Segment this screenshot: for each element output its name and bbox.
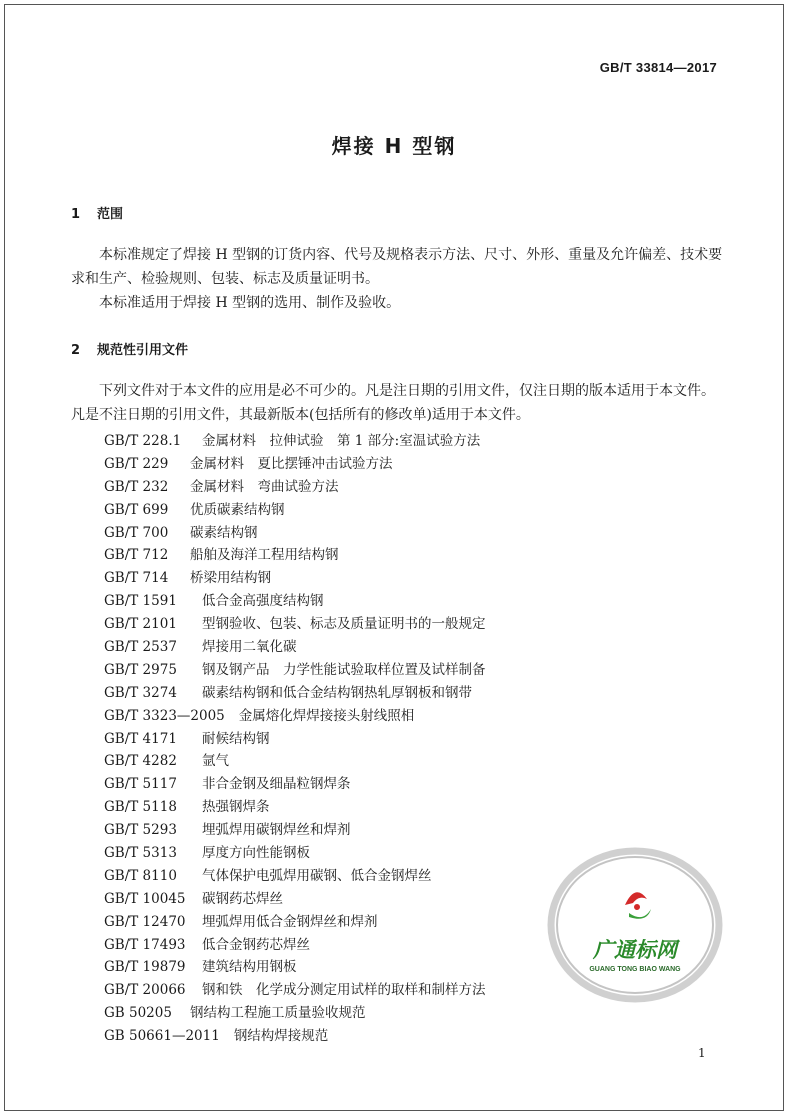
reference-title: 碳钢药芯焊丝 <box>202 890 283 907</box>
reference-code: GB/T 12470 <box>104 913 186 930</box>
reference-title: 厚度方向性能钢板 <box>202 845 310 862</box>
section-2-title: 规范性引用文件 <box>97 343 189 358</box>
reference-item <box>104 522 486 545</box>
reference-item <box>104 911 486 934</box>
reference-item <box>104 430 486 453</box>
reference-item <box>104 544 486 567</box>
reference-item <box>104 728 486 751</box>
reference-title: 钢结构工程施工质量验收规范 <box>190 1005 366 1022</box>
reference-code: GB/T 4171 <box>104 730 177 747</box>
reference-title: 金属材料 弯曲试验方法 <box>190 478 339 495</box>
reference-item <box>104 934 486 957</box>
reference-item <box>104 1025 486 1048</box>
reference-code: GB 50205 <box>104 1005 172 1022</box>
reference-item <box>104 659 486 682</box>
reference-title: 型钢验收、包装、标志及质量证明书的一般规定 <box>202 616 486 633</box>
reference-title: 钢和铁 化学成分测定用试样的取样和制样方法 <box>202 982 486 999</box>
document-title: 焊接 H 型钢 <box>331 134 457 158</box>
reference-code: GB/T 2101 <box>104 616 177 633</box>
reference-item <box>104 613 486 636</box>
reference-code: GB/T 228.1 <box>104 433 182 449</box>
reference-list <box>104 430 486 1048</box>
reference-title: 焊接用二氧化碳 <box>202 639 297 656</box>
reference-code: GB/T 8110 <box>104 867 177 884</box>
reference-code: GB/T 1591 <box>104 593 177 610</box>
reference-item <box>104 567 486 590</box>
reference-item <box>104 773 486 796</box>
reference-title: 金属材料 夏比摆锤冲击试验方法 <box>190 455 393 472</box>
reference-item <box>104 819 486 842</box>
reference-item <box>104 636 486 659</box>
reference-title: 金属材料 拉伸试验 第 1 部分:室温试验方法 <box>202 433 481 449</box>
section-2-heading <box>71 339 188 358</box>
reference-item <box>104 590 486 613</box>
reference-code: GB/T 2975 <box>104 661 177 678</box>
reference-title: 低合金钢药芯焊丝 <box>202 936 310 953</box>
reference-title: 优质碳素结构钢 <box>190 501 285 518</box>
reference-title: 热强钢焊条 <box>202 799 270 816</box>
reference-code: GB/T 699 <box>104 501 169 518</box>
reference-item <box>104 499 486 522</box>
reference-title: 金属熔化焊焊接接头射线照相 <box>238 707 415 724</box>
standard-code: GB/T 33814—2017 <box>599 60 717 75</box>
reference-code: GB/T 3274 <box>104 684 177 701</box>
reference-code: GB/T 10045 <box>104 890 186 907</box>
reference-title: 建筑结构用钢板 <box>202 959 297 976</box>
reference-title: 碳素结构钢和低合金结构钢热轧厚钢板和钢带 <box>202 684 472 701</box>
reference-code: GB/T 5293 <box>104 822 177 839</box>
reference-item <box>104 979 486 1002</box>
section-1-paragraph-1: 本标准规定了焊接 H 型钢的订货内容、代号及规格表示方法、尺寸、外形、重量及允许偏差、技术要求和生产、检验规则、包装、标志及质量证明书。 <box>71 247 723 287</box>
reference-item <box>104 453 486 476</box>
reference-code: GB/T 19879 <box>104 959 186 976</box>
reference-title: 非合金钢及细晶粒钢焊条 <box>202 776 351 793</box>
section-1-title: 范围 <box>97 207 124 222</box>
section-2-number: 2 <box>71 343 81 358</box>
seal-ring <box>551 851 719 999</box>
reference-title: 气体保护电弧焊用碳钢、低合金钢焊丝 <box>202 867 432 884</box>
reference-title: 船舶及海洋工程用结构钢 <box>190 547 339 564</box>
reference-code: GB/T 5117 <box>104 776 177 793</box>
reference-code: GB/T 700 <box>104 524 169 541</box>
reference-title: 钢及钢产品 力学性能试验取样位置及试样制备 <box>202 661 486 678</box>
section-1-number: 1 <box>71 207 81 222</box>
reference-code: GB/T 2537 <box>104 639 177 656</box>
reference-code: GB/T 3323—2005 <box>104 707 225 724</box>
reference-code: GB/T 712 <box>104 547 169 564</box>
reference-item <box>104 888 486 911</box>
reference-code: GB/T 714 <box>104 570 169 587</box>
reference-title: 埋弧焊用碳钢焊丝和焊剂 <box>202 822 351 839</box>
watermark-seal <box>545 845 725 1005</box>
reference-code: GB/T 20066 <box>104 982 186 999</box>
reference-code: GB/T 5313 <box>104 845 177 862</box>
reference-title: 低合金高强度结构钢 <box>202 593 324 610</box>
reference-item <box>104 476 486 499</box>
section-1-heading <box>71 203 123 222</box>
watermark-name-en: GUANG TONG BIAO WANG <box>589 966 681 973</box>
reference-item <box>104 1002 486 1025</box>
reference-item <box>104 865 486 888</box>
reference-title: 碳素结构钢 <box>190 524 258 541</box>
section-2-intro: 下列文件对于本文件的应用是必不可少的。凡是注日期的引用文件，仅注日期的版本适用于本文件。凡是不注日期的引用文件，其最新版本(包括所有的修改单)适用于本文件。 <box>71 383 715 423</box>
reference-item <box>104 842 486 865</box>
reference-title: 桥梁用结构钢 <box>190 570 271 587</box>
reference-code: GB/T 229 <box>104 455 169 472</box>
reference-code: GB/T 4282 <box>104 753 177 770</box>
reference-title: 埋弧焊用低合金钢焊丝和焊剂 <box>202 913 378 930</box>
section-1-paragraph-2: 本标准适用于焊接 H 型钢的选用、制作及验收。 <box>99 295 401 311</box>
reference-item <box>104 796 486 819</box>
reference-code: GB/T 5118 <box>104 799 177 816</box>
reference-item <box>104 682 486 705</box>
page-number: 1 <box>698 1046 706 1060</box>
reference-code: GB/T 232 <box>104 478 169 495</box>
reference-title: 钢结构焊接规范 <box>233 1028 329 1045</box>
reference-code: GB/T 17493 <box>104 936 186 953</box>
reference-title: 耐候结构钢 <box>202 730 270 747</box>
reference-item <box>104 750 486 773</box>
reference-item <box>104 705 486 728</box>
brand-logo-icon <box>625 892 651 919</box>
document-page <box>4 4 784 1111</box>
reference-title: 氩气 <box>202 753 229 770</box>
reference-item <box>104 956 486 979</box>
watermark-name: 广通标网 <box>593 938 677 962</box>
reference-code: GB 50661—2011 <box>104 1028 220 1045</box>
